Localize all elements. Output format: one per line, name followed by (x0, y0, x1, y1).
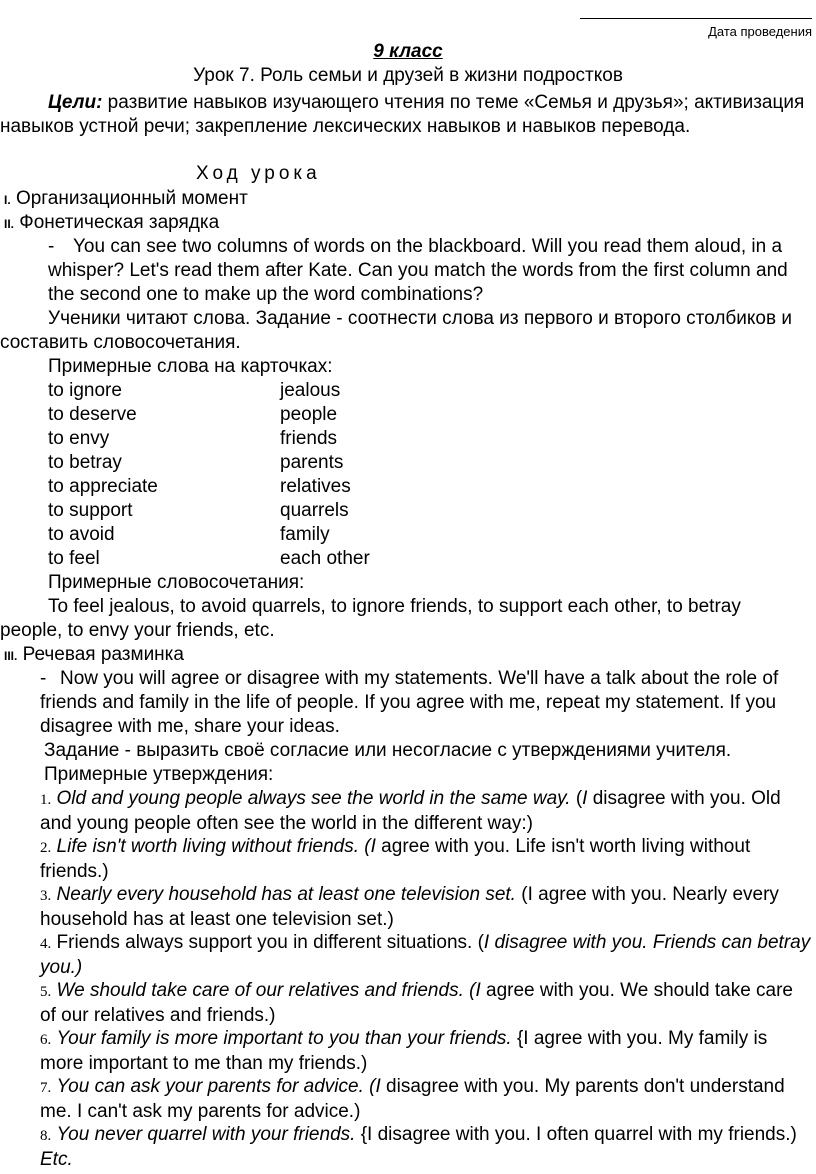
statement-text: You can ask your parents for advice. (I (56, 1076, 381, 1097)
statement-4 (40, 931, 812, 980)
word-col2: jealous (280, 380, 341, 401)
word-col1: to deserve (48, 404, 137, 425)
section-1-heading (4, 187, 248, 212)
goals-label: Цели: (48, 92, 103, 113)
word-col2: parents (280, 452, 344, 473)
examples-label: Примерные утверждения: (44, 764, 274, 785)
lesson-goals (0, 91, 812, 139)
word-col2: friends (280, 428, 338, 449)
statement-number: 6. (40, 1032, 52, 1048)
phonetic-task: Ученики читают слова. Задание - соотнести слова из первого и второго столбиков и составить словосочетания. (0, 308, 792, 353)
statement-etc: Etc. (40, 1149, 73, 1170)
speech-task: Задание - выразить своё согласие или несогласие с утверждениями учителя. (44, 740, 732, 761)
section-3-title: Речевая разминка (17, 644, 184, 665)
goals-text: развитие навыков изучающего чтения по теме «Семья и друзья»; активизация навыков устной речи; закрепление лексических навыков и навыков перевода. (0, 92, 805, 137)
word-col1: to avoid (48, 524, 115, 545)
section-1-title: Организационный момент (10, 188, 248, 209)
statement-response: disagree with you. Old and young people often see the world in the different way:) (40, 788, 781, 834)
statement-5 (40, 979, 812, 1028)
statement-7 (40, 1075, 812, 1124)
speech-teacher-text: Now you will agree or disagree with my statements. We'll have a talk about the role of friends and family in the life of people. If you agree with me, repeat my statement. If you disagree with me, share your ideas. (40, 668, 779, 737)
word-col1: to ignore (48, 380, 122, 401)
statement-1 (40, 787, 812, 836)
speech-dash: - (40, 668, 47, 689)
statement-text: We should take care of our relatives and friends. (I (56, 980, 481, 1001)
word-col1: to appreciate (48, 476, 158, 497)
statement-number: 2. (40, 840, 52, 856)
section-2-heading (4, 211, 219, 236)
statement-response: I disagree with you. Friends can betray you.) (40, 932, 811, 978)
statement-response: disagree with you. My parents don't understand me. I can't ask my parents for advice.) (40, 1076, 785, 1122)
statement-response: I (582, 788, 588, 809)
lesson-title: Урок 7. Роль семьи и друзей в жизни подростков (193, 65, 623, 86)
word-col2: people (280, 404, 338, 425)
date-underline (580, 18, 812, 19)
phonetic-teacher-prompt (48, 235, 812, 307)
section-3-heading (4, 643, 184, 668)
statement-number: 8. (40, 1128, 52, 1144)
statement-response: {I agree with you. My family is more important to me than my friends.) (40, 1028, 768, 1074)
date-label: Дата проведения (708, 24, 812, 39)
word-col1: to feel (48, 548, 100, 569)
statement-number: 1. (40, 792, 52, 808)
word-col1: to envy (48, 428, 110, 449)
statement-text: Life isn't worth living without friends. (I (56, 836, 376, 857)
section-1-number: I. (4, 193, 11, 207)
statement-2 (40, 835, 812, 884)
statement-3 (40, 883, 812, 932)
statement-text: Friends always support you in different situations. ( (51, 932, 484, 953)
statement-response: agree with you. We should take care of our relatives and friends.) (40, 980, 794, 1026)
word-col2: quarrels (280, 500, 349, 521)
word-col1: to support (48, 500, 133, 521)
statement-text: Nearly every household has at least one television set. (56, 884, 516, 905)
speech-teacher-prompt (40, 667, 812, 739)
combos-text: To feel jealous, to avoid quarrels, to ignore friends, to support each other, to betray people, to envy your friends, etc. (0, 596, 741, 641)
statement-text: You never quarrel with your friends. (56, 1124, 356, 1145)
word-col2: family (280, 524, 330, 545)
phonetic-dash: - (48, 236, 55, 257)
word-col2: relatives (280, 476, 351, 497)
grade-heading: 9 класс (373, 41, 443, 62)
statement-response: (I agree with you. Nearly every household has at least one television set.) (40, 884, 779, 930)
statement-response: ( (570, 788, 583, 809)
section-2-title: Фонетическая зарядка (14, 212, 220, 233)
word-col2: each other (280, 548, 370, 569)
statement-number: 4. (40, 936, 52, 952)
statement-text: Old and young people always see the world in the same way. (56, 788, 571, 809)
statement-response: {I disagree with you. I often quarrel with my friends.) (355, 1124, 797, 1145)
combos-label: Примерные словосочетания: (48, 572, 305, 593)
word-col1: to betray (48, 452, 122, 473)
lesson-flow-heading: Ход урока (196, 163, 321, 184)
section-2-number: II. (4, 217, 15, 231)
statement-8 (40, 1123, 812, 1172)
cards-label: Примерные слова на карточках: (48, 356, 333, 377)
statement-6 (40, 1027, 812, 1076)
statement-number: 3. (40, 888, 52, 904)
section-3-number: III. (4, 649, 18, 663)
statement-text: Your family is more important to you than your friends. (56, 1028, 512, 1049)
phonetic-teacher-text: You can see two columns of words on the blackboard. Will you read them aloud, in a whisper? Let's read them after Kate. Can you match the words from the first column and the second one to make up the word combinations? (48, 236, 788, 305)
statement-number: 7. (40, 1080, 52, 1096)
statement-number: 5. (40, 984, 52, 1000)
statement-response: agree with you. Life isn't worth living without friends.) (40, 836, 751, 882)
